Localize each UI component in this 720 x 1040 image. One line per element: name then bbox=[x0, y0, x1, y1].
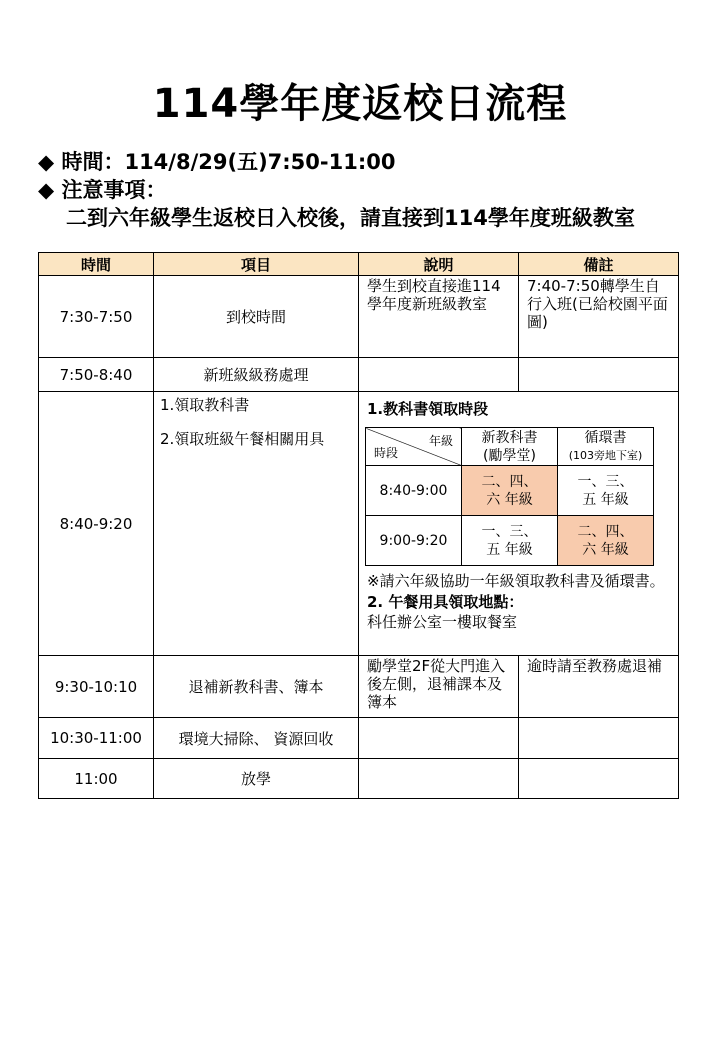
row-note: 逾時請至教務處退補 bbox=[519, 656, 679, 718]
header-time: 時間 bbox=[39, 253, 154, 276]
row-desc: 勵學堂2F從大門進入後左側，退補課本及簿本 bbox=[359, 656, 519, 718]
row-note bbox=[519, 759, 679, 799]
row-desc: 學生到校直接進114學年度新班級教室 bbox=[359, 276, 519, 358]
info-section bbox=[38, 148, 635, 232]
row-time: 11:00 bbox=[39, 759, 154, 799]
row-time: 10:30-11:00 bbox=[39, 718, 154, 759]
row-note: 7:40-7:50轉學生自行入班(已給校園平面圖) bbox=[519, 276, 679, 358]
lunch-title: 2. 午餐用具領取地點： bbox=[367, 593, 524, 611]
textbook-title: 1.教科書領取時段 bbox=[367, 400, 489, 418]
table-row bbox=[39, 759, 679, 799]
time-line: ◆ 時間：114/8/29(五)7:50-11:00 bbox=[38, 150, 396, 174]
item-lunch-tools: 2.領取班級午餐相關用具 bbox=[160, 430, 325, 448]
schedule-table bbox=[38, 252, 679, 799]
textbook-slots-table bbox=[365, 427, 654, 566]
col2-label: 循環書 bbox=[584, 429, 627, 446]
col2-sub: (103旁地下室) bbox=[568, 448, 643, 462]
table-row bbox=[39, 358, 679, 392]
row-desc bbox=[359, 358, 519, 392]
col1-sub: (勵學堂) bbox=[483, 447, 536, 464]
row-item: 新班級級務處理 bbox=[154, 358, 359, 392]
header-note: 備註 bbox=[519, 253, 679, 276]
header-row bbox=[39, 253, 679, 276]
slot-time: 8:40-9:00 bbox=[366, 466, 462, 516]
corner-period: 時段 bbox=[374, 446, 399, 460]
col1-label: 新教科書 bbox=[481, 429, 538, 446]
slot-new: 二、四、六 年級 bbox=[462, 466, 558, 516]
row-note bbox=[519, 718, 679, 759]
table-row bbox=[39, 392, 679, 656]
row-item: 退補新教科書、簿本 bbox=[154, 656, 359, 718]
corner-grade: 年級 bbox=[428, 434, 453, 448]
textbook-detail bbox=[359, 392, 679, 656]
lunch-section bbox=[367, 592, 674, 632]
corner-cell bbox=[366, 428, 462, 466]
page-title: 114學年度返校日流程 bbox=[152, 81, 568, 127]
row-time: 7:30-7:50 bbox=[39, 276, 154, 358]
row-time: 7:50-8:40 bbox=[39, 358, 154, 392]
textbook-note: ※請六年級協助一年級領取教科書及循環書。 bbox=[367, 572, 665, 590]
lunch-place: 科任辦公室一樓取餐室 bbox=[367, 613, 518, 631]
slot-time: 9:00-9:20 bbox=[366, 516, 462, 566]
table-row bbox=[39, 656, 679, 718]
row-item: 環境大掃除、 資源回收 bbox=[154, 718, 359, 759]
row-items bbox=[154, 392, 359, 656]
header-desc: 說明 bbox=[359, 253, 519, 276]
row-desc bbox=[359, 718, 519, 759]
notice-label: ◆ 注意事項： bbox=[38, 178, 167, 202]
row-time: 8:40-9:20 bbox=[39, 392, 154, 656]
slot-cycle: 一、三、五 年級 bbox=[558, 466, 654, 516]
slot-new: 一、三、五 年級 bbox=[462, 516, 558, 566]
col-cycle-books bbox=[558, 428, 654, 466]
row-time: 9:30-10:10 bbox=[39, 656, 154, 718]
table-row bbox=[39, 276, 679, 358]
row-item: 放學 bbox=[154, 759, 359, 799]
header-item: 項目 bbox=[154, 253, 359, 276]
row-note bbox=[519, 358, 679, 392]
notice-text: 二到六年級學生返校日入校後，請直接到114學年度班級教室 bbox=[66, 206, 635, 230]
row-item: 到校時間 bbox=[154, 276, 359, 358]
item-textbook: 1.領取教科書 bbox=[160, 396, 250, 414]
slot-cycle: 二、四、六 年級 bbox=[558, 516, 654, 566]
row-desc bbox=[359, 759, 519, 799]
table-row bbox=[39, 718, 679, 759]
col-new-books bbox=[462, 428, 558, 466]
